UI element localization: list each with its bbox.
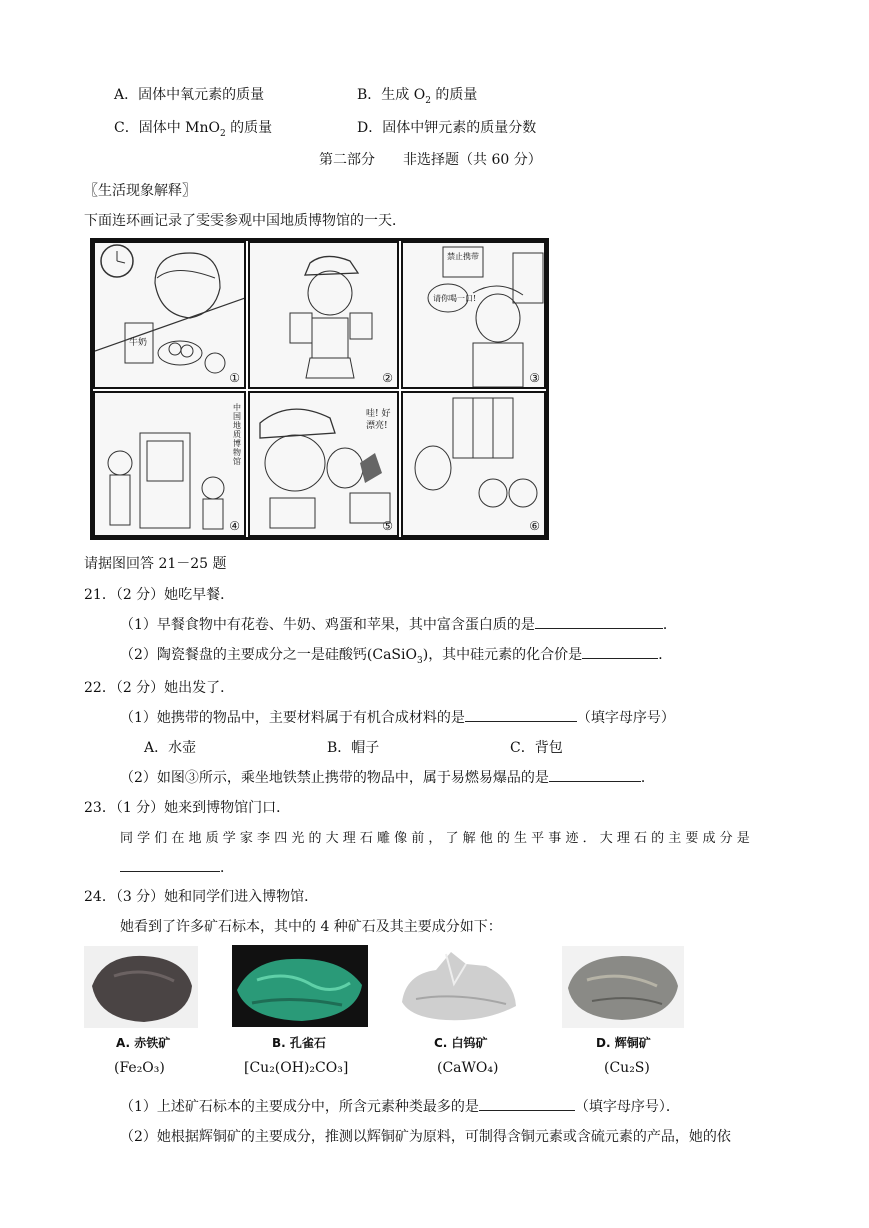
mineral-formula-b: [Cu₂(OH)₂CO₃]	[244, 1060, 349, 1076]
q24-sub2: （2）她根据辉铜矿的主要成分，推测以辉铜矿为原料，可制得含铜元素或含硫元素的产品，她的依	[120, 1129, 731, 1145]
q22-head: 22．（2 分）她出发了．	[84, 680, 235, 696]
q20-option-d: D．固体中钾元素的质量分数	[357, 120, 537, 136]
panel-number: ④	[229, 519, 240, 533]
mineral-formula-d: (Cu₂S)	[604, 1060, 650, 1076]
speech-bubble: 请你喝一口!	[433, 294, 477, 303]
comic-panel-3	[401, 241, 546, 389]
q20-option-a: A．固体中氧元素的质量	[114, 87, 265, 103]
q21-head: 21．（2 分）她吃早餐．	[84, 587, 235, 603]
girl-backpack-drawing	[250, 243, 399, 389]
q22-sub1: （1）她携带的物品中，主要材料属于有机合成材料的是 （填字母序号）	[120, 707, 675, 727]
comic-panel-4	[93, 391, 246, 537]
q24-sub1: （1）上述矿石标本的主要成分中，所含元素种类最多的是 （填字母序号）．	[120, 1096, 680, 1116]
panel-number: ②	[382, 371, 393, 385]
mineral-label-d: D. 辉铜矿	[596, 1036, 651, 1050]
comic-panel-6	[401, 391, 546, 537]
q22-option-a: A．水壶	[144, 740, 197, 756]
hall-drawing	[403, 393, 546, 537]
milk-label: 牛奶	[129, 338, 148, 348]
answer-blank[interactable]	[120, 857, 220, 872]
panel-number: ⑥	[529, 519, 540, 533]
chalcocite-image	[562, 946, 684, 1028]
panel-number: ③	[529, 371, 540, 385]
section-title: 第二部分 非选择题（共 60 分）	[319, 152, 542, 168]
comic-panel-1	[93, 241, 246, 389]
q22-option-c: C．背包	[510, 740, 563, 756]
answer-blank[interactable]	[549, 767, 641, 782]
wow-bubble: 哇! 好漂亮!	[366, 409, 391, 431]
answer-prompt: 请据图回答 21－25 题	[84, 556, 227, 572]
q23-body: 同 学 们 在 地 质 学 家 李 四 光 的 大 理 石 雕 像 前 ， 了 解 他 的 生 平 事 迹 ． 大 理 石 的 主 要 成 分 是	[120, 831, 750, 846]
malachite-image	[232, 945, 368, 1027]
answer-blank[interactable]	[535, 614, 663, 629]
scheelite-image	[396, 944, 522, 1028]
q24-intro: 她看到了许多矿石标本，其中的 4 种矿石及其主要成分如下：	[120, 919, 502, 935]
section-tag: 〖生活现象解释〗	[84, 183, 196, 199]
q20-option-b: B．生成 $O_2$ 的质量	[357, 87, 478, 106]
q23-head: 23．（1 分）她来到博物馆门口．	[84, 800, 291, 816]
comic-panel-5	[248, 391, 399, 537]
answer-blank[interactable]	[582, 644, 658, 659]
comic-strip	[90, 238, 549, 540]
q21-sub1: （1）早餐食物中有花卷、牛奶、鸡蛋和苹果，其中富含蛋白质的是 ．	[120, 614, 677, 634]
museum-entrance-drawing	[95, 393, 246, 537]
mineral-formula-a: (Fe₂O₃)	[114, 1060, 165, 1076]
museum-sign: 中国地质博物馆	[233, 403, 241, 466]
breakfast-drawing	[95, 243, 246, 389]
mineral-label-a: A. 赤铁矿	[116, 1036, 171, 1050]
q20-option-c: C．固体中 MnO$_2$ 的质量	[114, 120, 273, 139]
no-items-sign: 禁止携带	[447, 252, 479, 261]
panel-number: ①	[229, 371, 240, 385]
q23-answer-line: ．	[120, 857, 234, 877]
answer-blank[interactable]	[479, 1096, 575, 1111]
hematite-image	[84, 946, 198, 1028]
panel-number: ⑤	[382, 519, 393, 533]
q21-sub2: （2）陶瓷餐盘的主要成分之一是硅酸钙(CaSiO$_3$)，其中硅元素的化合价是 ．	[120, 644, 672, 666]
intro-text: 下面连环画记录了雯雯参观中国地质博物馆的一天．	[84, 213, 406, 229]
subway-drawing	[403, 243, 546, 389]
q24-head: 24．（3 分）她和同学们进入博物馆．	[84, 889, 319, 905]
comic-panel-2	[248, 241, 399, 389]
mineral-formula-c: (CaWO₄)	[437, 1060, 499, 1076]
q22-option-b: B．帽子	[327, 740, 380, 756]
answer-blank[interactable]	[465, 707, 577, 722]
q22-sub2: （2）如图③所示，乘坐地铁禁止携带的物品中，属于易燃易爆品的是 ．	[120, 767, 655, 787]
mineral-label-b: B. 孔雀石	[272, 1036, 326, 1050]
mineral-label-c: C. 白钨矿	[434, 1036, 488, 1050]
